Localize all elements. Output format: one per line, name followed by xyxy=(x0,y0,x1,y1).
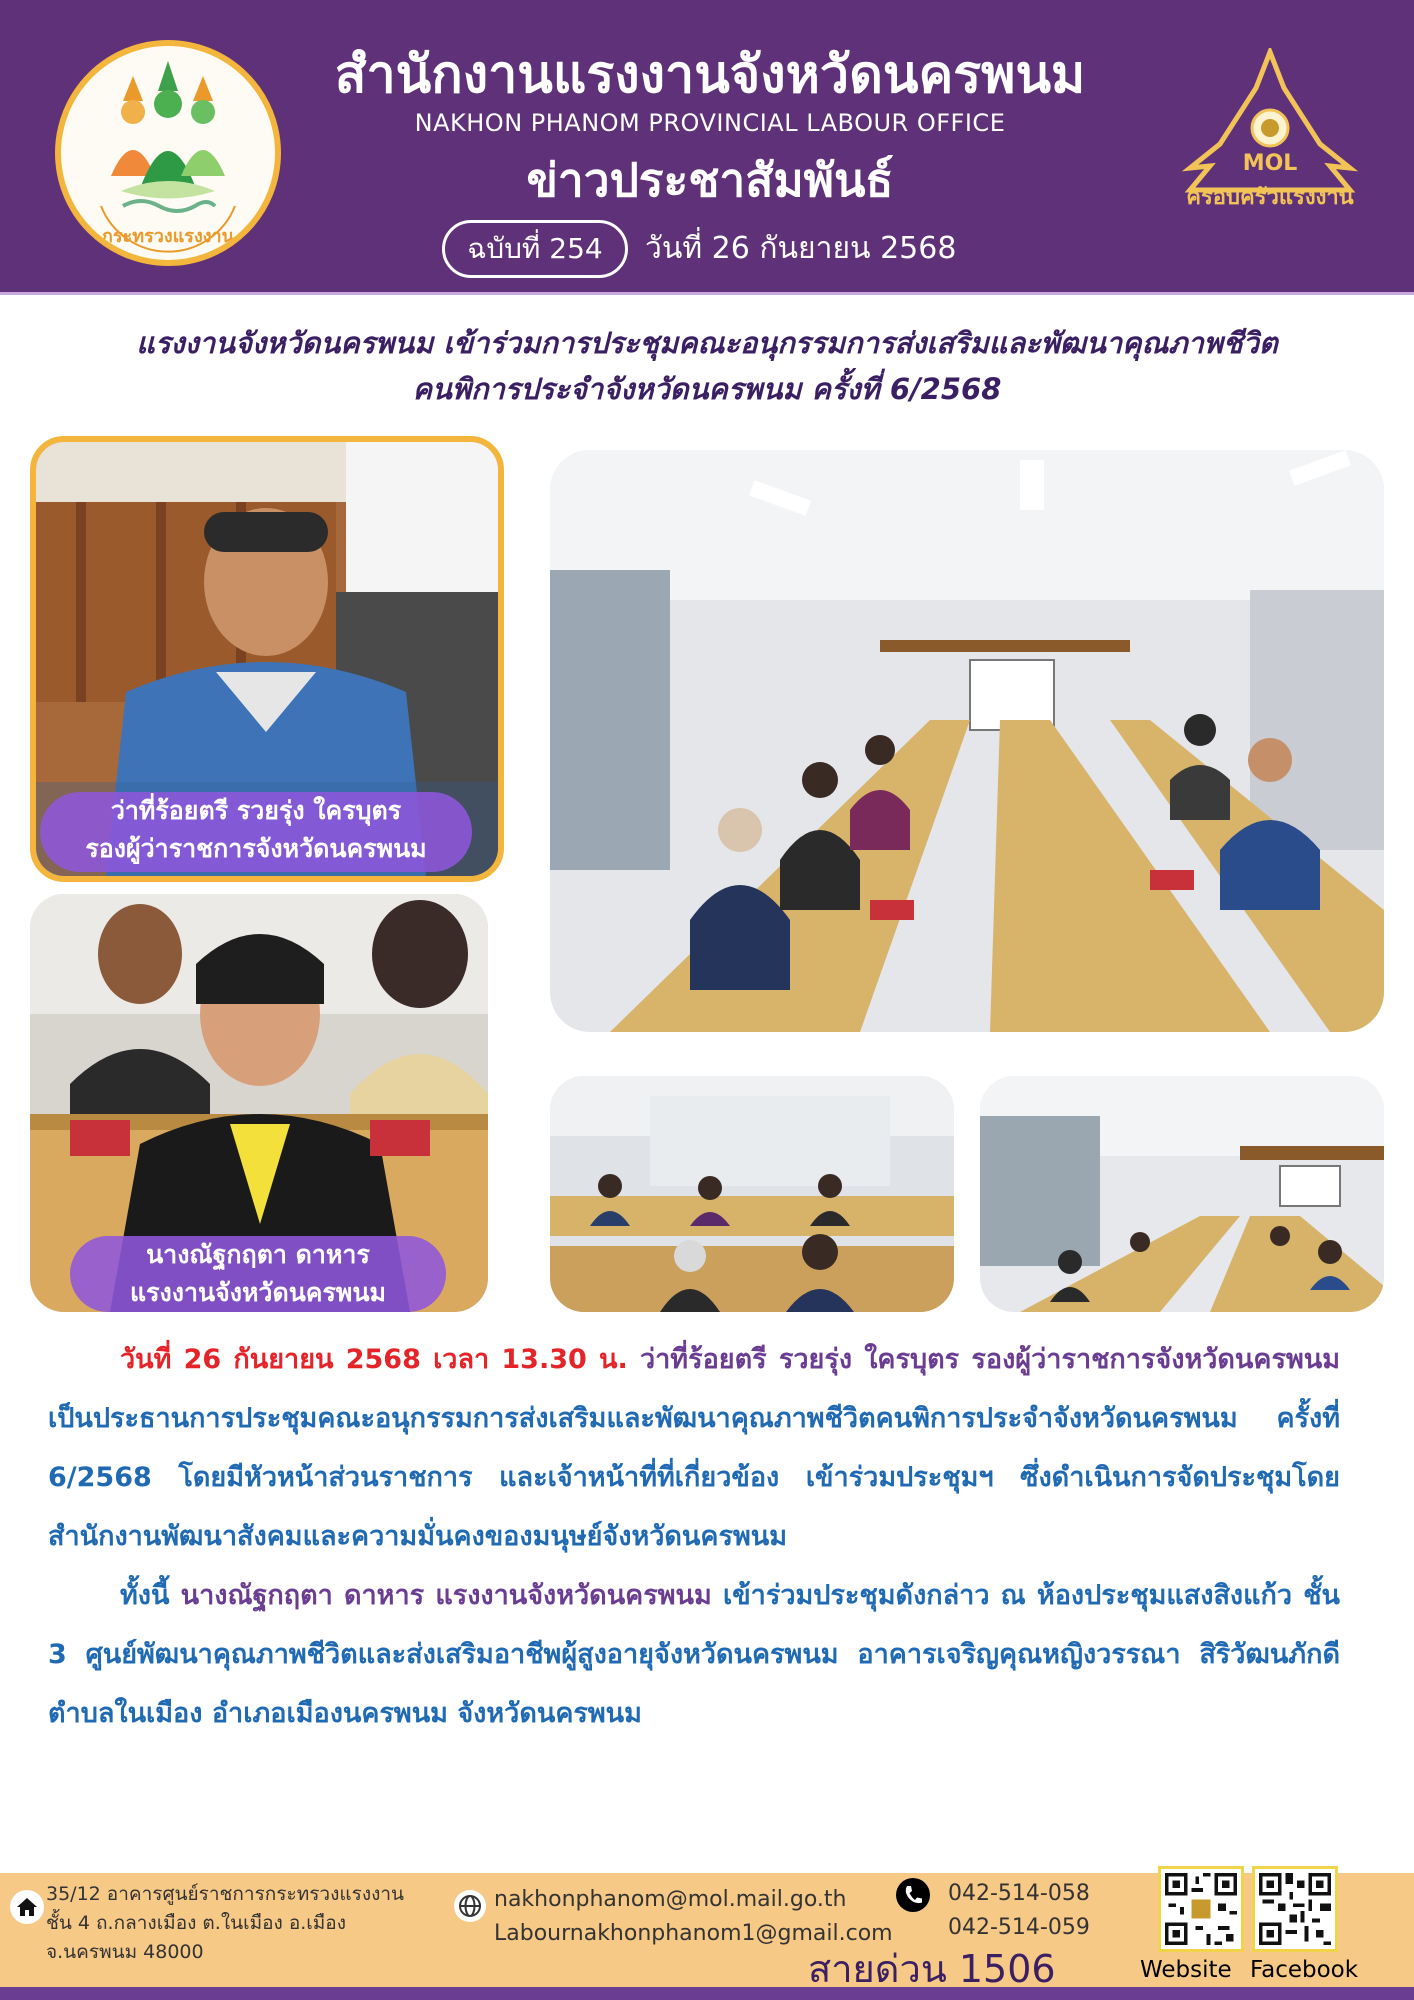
news-headline xyxy=(20,320,1394,412)
body-paragraph-2-text: เข้าร่วมประชุมดังกล่าว ณ ห้องประชุมแสงสิงแก้ว ชั้น 3 ศูนย์พัฒนาคุณภาพชีวิตและส่งเสริมอาชีพผู้สูงอายุจังหวัดนครพนม อาคารเจริญคุณหญิงวรรณา สิริวัฒนภักดี ตำบลในเมือง อำเภอเมืองนครพนม จังหวัดนครพนม xyxy=(48,1580,1340,1729)
meeting-datetime: วันที่ 26 กันยายน 2568 เวลา 13.30 น. xyxy=(120,1344,628,1375)
caption-provincial-labour-officer xyxy=(70,1236,446,1312)
issue-date: วันที่ 26 กันยายน 2568 xyxy=(645,231,957,266)
facebook-qr-label: Facebook xyxy=(1250,1957,1359,1983)
caption-deputy-governor-title: รองผู้ว่าราชการจังหวัดนครพนม xyxy=(85,834,427,863)
caption-deputy-governor xyxy=(40,792,472,872)
facebook-qr-code[interactable] xyxy=(1252,1866,1338,1952)
ministry-of-labour-logo xyxy=(55,40,281,266)
website-qr-label: Website xyxy=(1140,1957,1232,1983)
headline-line-2: คนพิการประจำจังหวัดนครพนม ครั้งที่ 6/2568 xyxy=(412,372,1002,406)
photo-meeting-room-wide xyxy=(550,450,1384,1032)
mol-tagline: ครอบครัวแรงงาน xyxy=(1186,185,1354,210)
hotline-number[interactable]: สายด่วน 1506 xyxy=(808,1947,1056,1991)
mol-logo-text: MOL xyxy=(1242,151,1298,176)
office-name-english: NAKHON PHANOM PROVINCIAL LABOUR OFFICE xyxy=(414,109,1006,137)
address-line-2: ชั้น 4 ถ.กลางเมือง ต.ในเมือง อ.เมือง xyxy=(46,1912,346,1934)
body-paragraph-2 xyxy=(48,1566,1340,1743)
footer-bottom-strip xyxy=(0,1987,1414,2000)
photo-meeting-room-side-1 xyxy=(550,1076,954,1312)
caption-deputy-governor-name: ว่าที่ร้อยตรี รวยรุ่ง ใครบุตร xyxy=(110,796,402,825)
issue-number-badge: ฉบับที่ 254 xyxy=(442,220,628,278)
body-paragraph-1 xyxy=(48,1330,1340,1566)
photo-meeting-room-side-2 xyxy=(980,1076,1384,1312)
address-line-1: 35/12 อาคารศูนย์ราชการกระทรวงแรงงาน xyxy=(46,1883,405,1905)
body-paragraph-1-text: เป็นประธานการประชุมคณะอนุกรรมการส่งเสริมและพัฒนาคุณภาพชีวิตคนพิการประจำจังหวัดนครพนม ครั้งที่ 6/2568 โดยมีหัวหน้าส่วนราชการ และเจ้าหน้าที่ที่เกี่ยวข้อง เข้าร่วมประชุมฯ ซึ่งดำเนินการจัดประชุมโดยสำนักงานพัฒนาสังคมและความมั่นคงของมนุษย์จังหวัดนครพนม xyxy=(48,1403,1340,1552)
phone-number-2[interactable]: 042-514-059 xyxy=(948,1915,1090,1940)
phone-number-1[interactable]: 042-514-058 xyxy=(948,1881,1090,1906)
email-gmail[interactable]: Labournakhonphanom1@gmail.com xyxy=(494,1921,893,1946)
caption-labour-officer-name: นางณัฐกฤตา ดาหาร xyxy=(146,1240,370,1269)
globe-icon xyxy=(454,1890,486,1922)
chairperson-name: ว่าที่ร้อยตรี รวยรุ่ง ใครบุตร รองผู้ว่าราชการจังหวัดนครพนม xyxy=(627,1344,1341,1375)
news-body xyxy=(48,1330,1340,1743)
svg-text:กระทรวงแรงงาน: กระทรวงแรงงาน xyxy=(102,226,234,247)
phone-icon xyxy=(896,1878,930,1912)
home-icon xyxy=(10,1890,44,1924)
office-name-thai: สำนักงานแรงงานจังหวัดนครพนม xyxy=(334,45,1086,105)
body-paragraph-2-lead: ทั้งนี้ xyxy=(120,1580,181,1611)
address-line-3: จ.นครพนม 48000 xyxy=(46,1941,204,1963)
labour-officer-name: นางณัฐกฤตา ดาหาร แรงงานจังหวัดนครพนม xyxy=(180,1580,712,1611)
headline-line-1: แรงงานจังหวัดนครพนม เข้าร่วมการประชุมคณะอนุกรรมการส่งเสริมและพัฒนาคุณภาพชีวิต xyxy=(136,326,1278,360)
website-qr-code[interactable] xyxy=(1158,1866,1244,1952)
caption-labour-officer-title: แรงงานจังหวัดนครพนม xyxy=(130,1278,386,1307)
email-official[interactable]: nakhonphanom@mol.mail.go.th xyxy=(494,1887,847,1912)
press-release-title: ข่าวประชาสัมพันธ์ xyxy=(526,153,894,207)
ministry-emblem-icon xyxy=(61,46,275,260)
header-divider xyxy=(0,292,1414,295)
